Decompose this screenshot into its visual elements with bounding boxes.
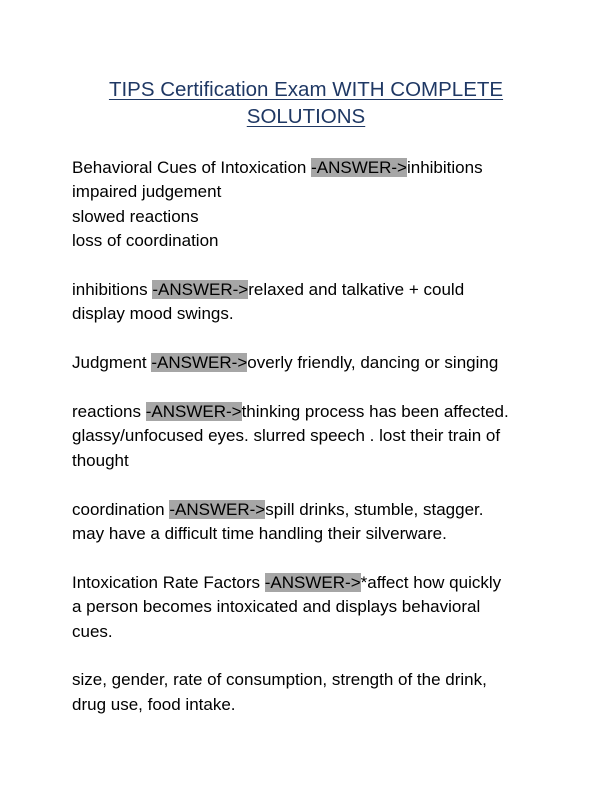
qa-first-line xyxy=(72,156,552,180)
qa-list xyxy=(72,156,552,742)
title-line-2: SOLUTIONS xyxy=(246,105,366,128)
qa-answer-line: may have a difficult time handling their silverware. xyxy=(72,524,447,544)
qa-term: Behavioral Cues of Intoxication xyxy=(72,158,312,177)
qa-answer-line: size, gender, rate of consumption, strength of the drink, xyxy=(72,670,487,690)
qa-answer: overly friendly, dancing or singing xyxy=(247,353,499,373)
qa-first-line xyxy=(72,498,552,522)
answer-marker: -ANSWER-> xyxy=(152,280,249,300)
qa-answer: inhibitions xyxy=(406,158,483,177)
qa-term: Intoxication Rate Factors xyxy=(72,572,265,592)
qa-answer-line: thought xyxy=(72,450,129,470)
document-title xyxy=(60,76,552,130)
qa-answer: *affect how quickly xyxy=(360,572,502,592)
qa-first-line xyxy=(72,400,552,424)
qa-answer: relaxed and talkative + could xyxy=(248,280,465,300)
qa-answer-line: slowed reactions xyxy=(72,206,199,226)
qa-answer-line: impaired judgement xyxy=(72,182,222,202)
qa-answer-line: loss of coordination xyxy=(72,231,219,251)
title-line-1: TIPS Certification Exam WITH COMPLETE xyxy=(108,78,504,101)
qa-entry xyxy=(72,668,552,717)
answer-marker: -ANSWER-> xyxy=(311,158,407,177)
answer-marker: -ANSWER-> xyxy=(145,402,242,422)
qa-answer: spill drinks, stumble, stagger. xyxy=(265,499,484,519)
qa-entry xyxy=(72,571,552,644)
qa-first-line xyxy=(72,571,552,595)
answer-marker: -ANSWER-> xyxy=(264,572,361,592)
qa-answer-line: glassy/unfocused eyes. slurred speech . lost their train of xyxy=(72,426,501,446)
qa-entry xyxy=(72,278,552,327)
qa-first-line xyxy=(72,351,552,375)
qa-answer-line: drug use, food intake. xyxy=(72,694,236,714)
answer-marker: -ANSWER-> xyxy=(151,353,248,373)
qa-first-line xyxy=(72,278,552,302)
qa-term: inhibitions xyxy=(72,280,153,300)
qa-entry xyxy=(72,351,552,375)
qa-entry xyxy=(72,400,552,473)
qa-term: reactions xyxy=(72,402,146,422)
qa-answer-line: a person becomes intoxicated and displays behavioral xyxy=(72,597,481,617)
qa-term: coordination xyxy=(72,499,170,519)
qa-answer-line: cues. xyxy=(72,621,113,641)
answer-marker: -ANSWER-> xyxy=(169,499,266,519)
qa-entry xyxy=(72,498,552,547)
qa-entry xyxy=(72,156,552,254)
qa-answer-line: display mood swings. xyxy=(72,304,234,324)
qa-answer: thinking process has been affected. xyxy=(241,402,509,422)
qa-term: Judgment xyxy=(72,353,152,373)
